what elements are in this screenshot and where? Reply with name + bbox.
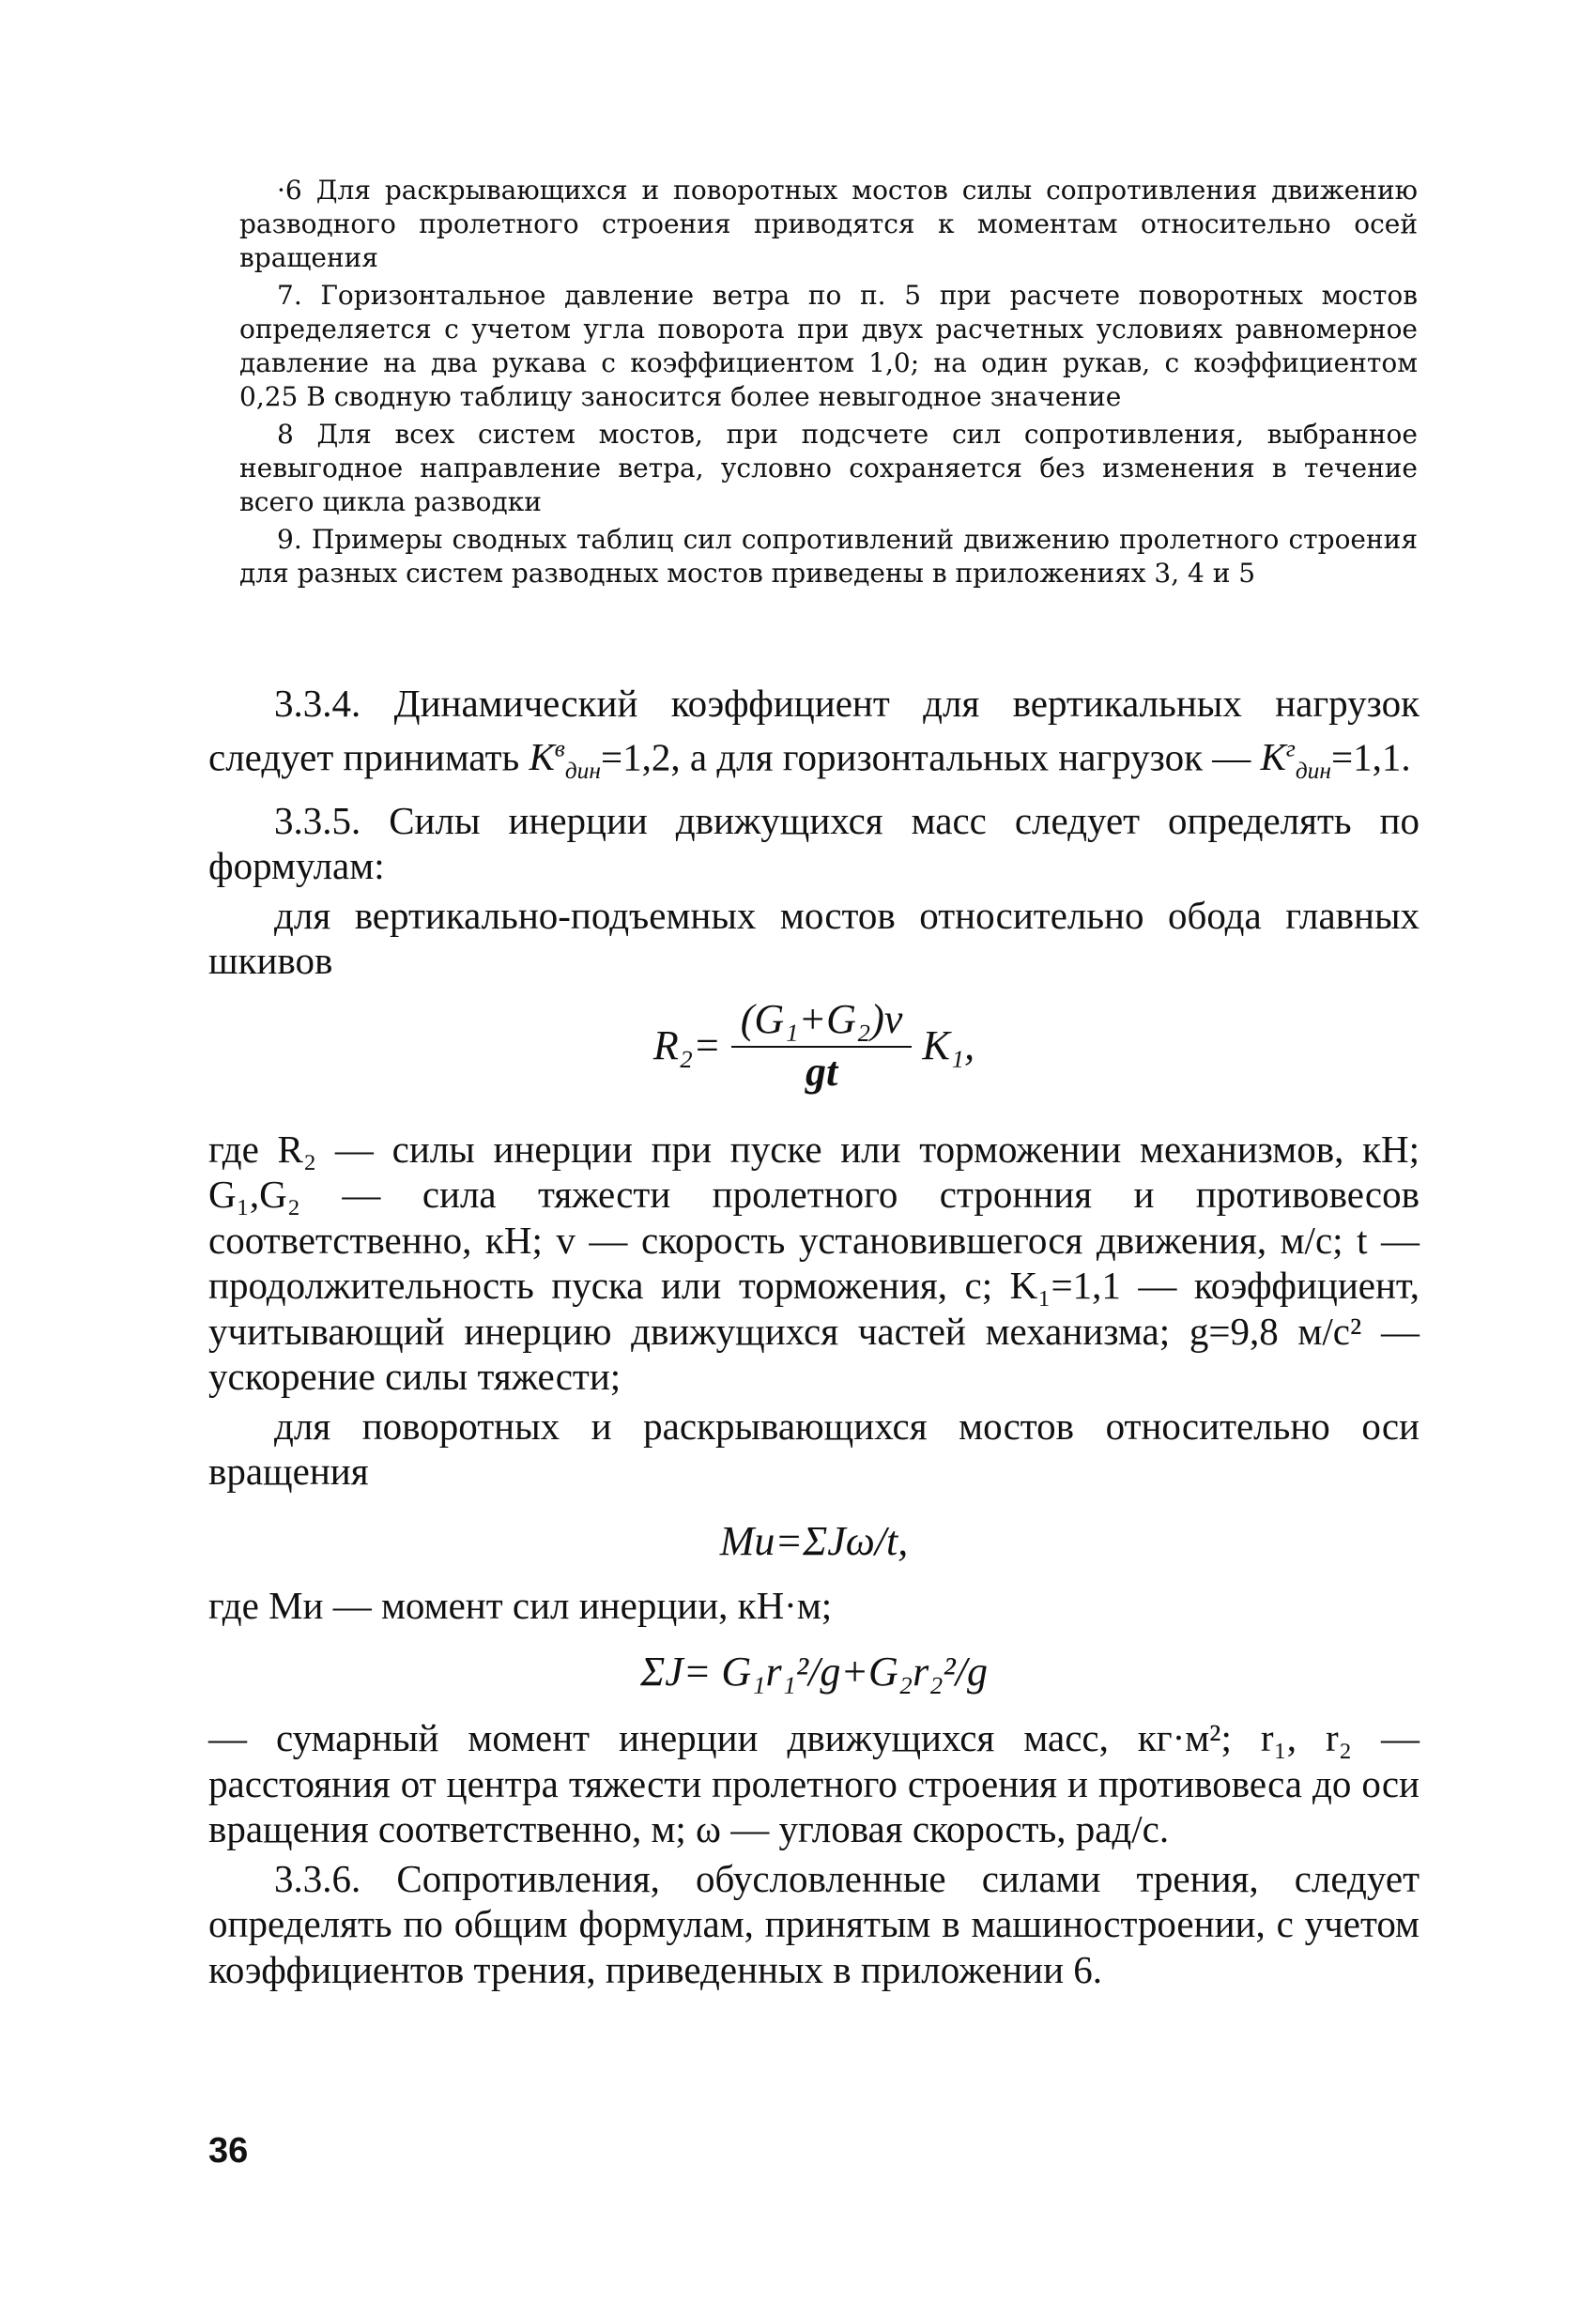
formula-rhs: K₁,	[922, 1022, 975, 1069]
coefficient-k-vertical: $K^в_{дин}$	[529, 735, 601, 785]
section-3-3-5-vertical-lift: для вертикально-подъемных мостов относительно обода главных шкивов	[208, 893, 1420, 983]
section-3-3-6: 3.3.6. Сопротивления, обусловленные силами трения, следует определять по общим формулам, принятым в машиностроении, с учетом коэффициентов трения, приведенных в приложении 6.	[208, 1856, 1420, 1991]
note-9: 9. Примеры сводных таблиц сил сопротивлений движению пролетного строения для разных систем разводных мостов приведены в приложениях 3, 4 и 5	[239, 524, 1418, 589]
notes-block	[239, 174, 1418, 594]
note-8: 8 Для всех систем мостов, при подсчете сил сопротивления, выбранное невыгодное направление ветра, условно сохраняется без изменения в течение всего цикла разводки	[239, 419, 1418, 517]
where-clause-1: где R₂ — силы инерции при пуске или торможении механизмов, кН; G₁,G₂ — сила тяжести пролетного стронния и противовесов соответственно, кН; v — скорость установившегося движения, м/с; t — продолжительность пуска или торможения, с; K₁=1,1 — коэффициент, учитывающий инерцию движущихся частей механизма; g=9,8 м/с² — ускорение силы тяжести;	[208, 1127, 1420, 1399]
note-7: 7. Горизонтальное давление ветра по п. 5 при расчете поворотных мостов определяется с учетом угла поворота при двух расчетных условиях равномерное давление на два рукава с коэффициентом 1,0; на один рукав, с коэффициентом 0,25 В сводную таблицу заносится более невыгодное значение	[239, 280, 1418, 412]
formula-fraction	[731, 997, 913, 1096]
formula-lhs: R₂=	[652, 1022, 721, 1069]
formula-numerator: (G₁+G₂)v	[731, 997, 913, 1049]
main-text	[208, 681, 1420, 1996]
formula-inertia-moment: Mи=ΣJω/t,	[719, 1517, 909, 1564]
formula-inertia-force	[208, 997, 1420, 1117]
section-3-3-5: 3.3.5. Силы инерции движущихся масс следует определять по формулам:	[208, 798, 1420, 888]
formula-denominator: gt	[805, 1049, 838, 1096]
coefficient-k-horizontal: $K^г_{дин}$	[1260, 735, 1331, 785]
section-3-3-4: 3.3.4. Динамический коэффициент для вертикальных нагрузок следует принимать $K^в_{дин}=1,2$, а для горизонтальных нагрузок — $K^г_{дин}=1,1$.	[208, 682, 1420, 785]
where-clause-2: где Mи — момент сил инерции, кН·м;	[208, 1584, 833, 1628]
where-clause-3: — сумарный момент инерции движущихся масс, кг·м²; r₁, r₂ — расстояния от центра тяжести пролетного строения и противовеса до оси вращения соответственно, м; ω — угловая скорость, рад/с.	[208, 1716, 1420, 1851]
note-6: ·6 Для раскрывающихся и поворотных мостов силы сопротивления движению разводного пролетного строения приводятся к моментам относительно осей вращения	[239, 175, 1418, 273]
section-3-3-5-rotating: для поворотных и раскрывающихся мостов относительно оси вращения	[208, 1404, 1420, 1494]
page-number: 36	[208, 2131, 249, 2171]
formula-moment-of-inertia: ΣJ= G₁r₁²/g+G₂r₂²/g	[640, 1648, 988, 1695]
